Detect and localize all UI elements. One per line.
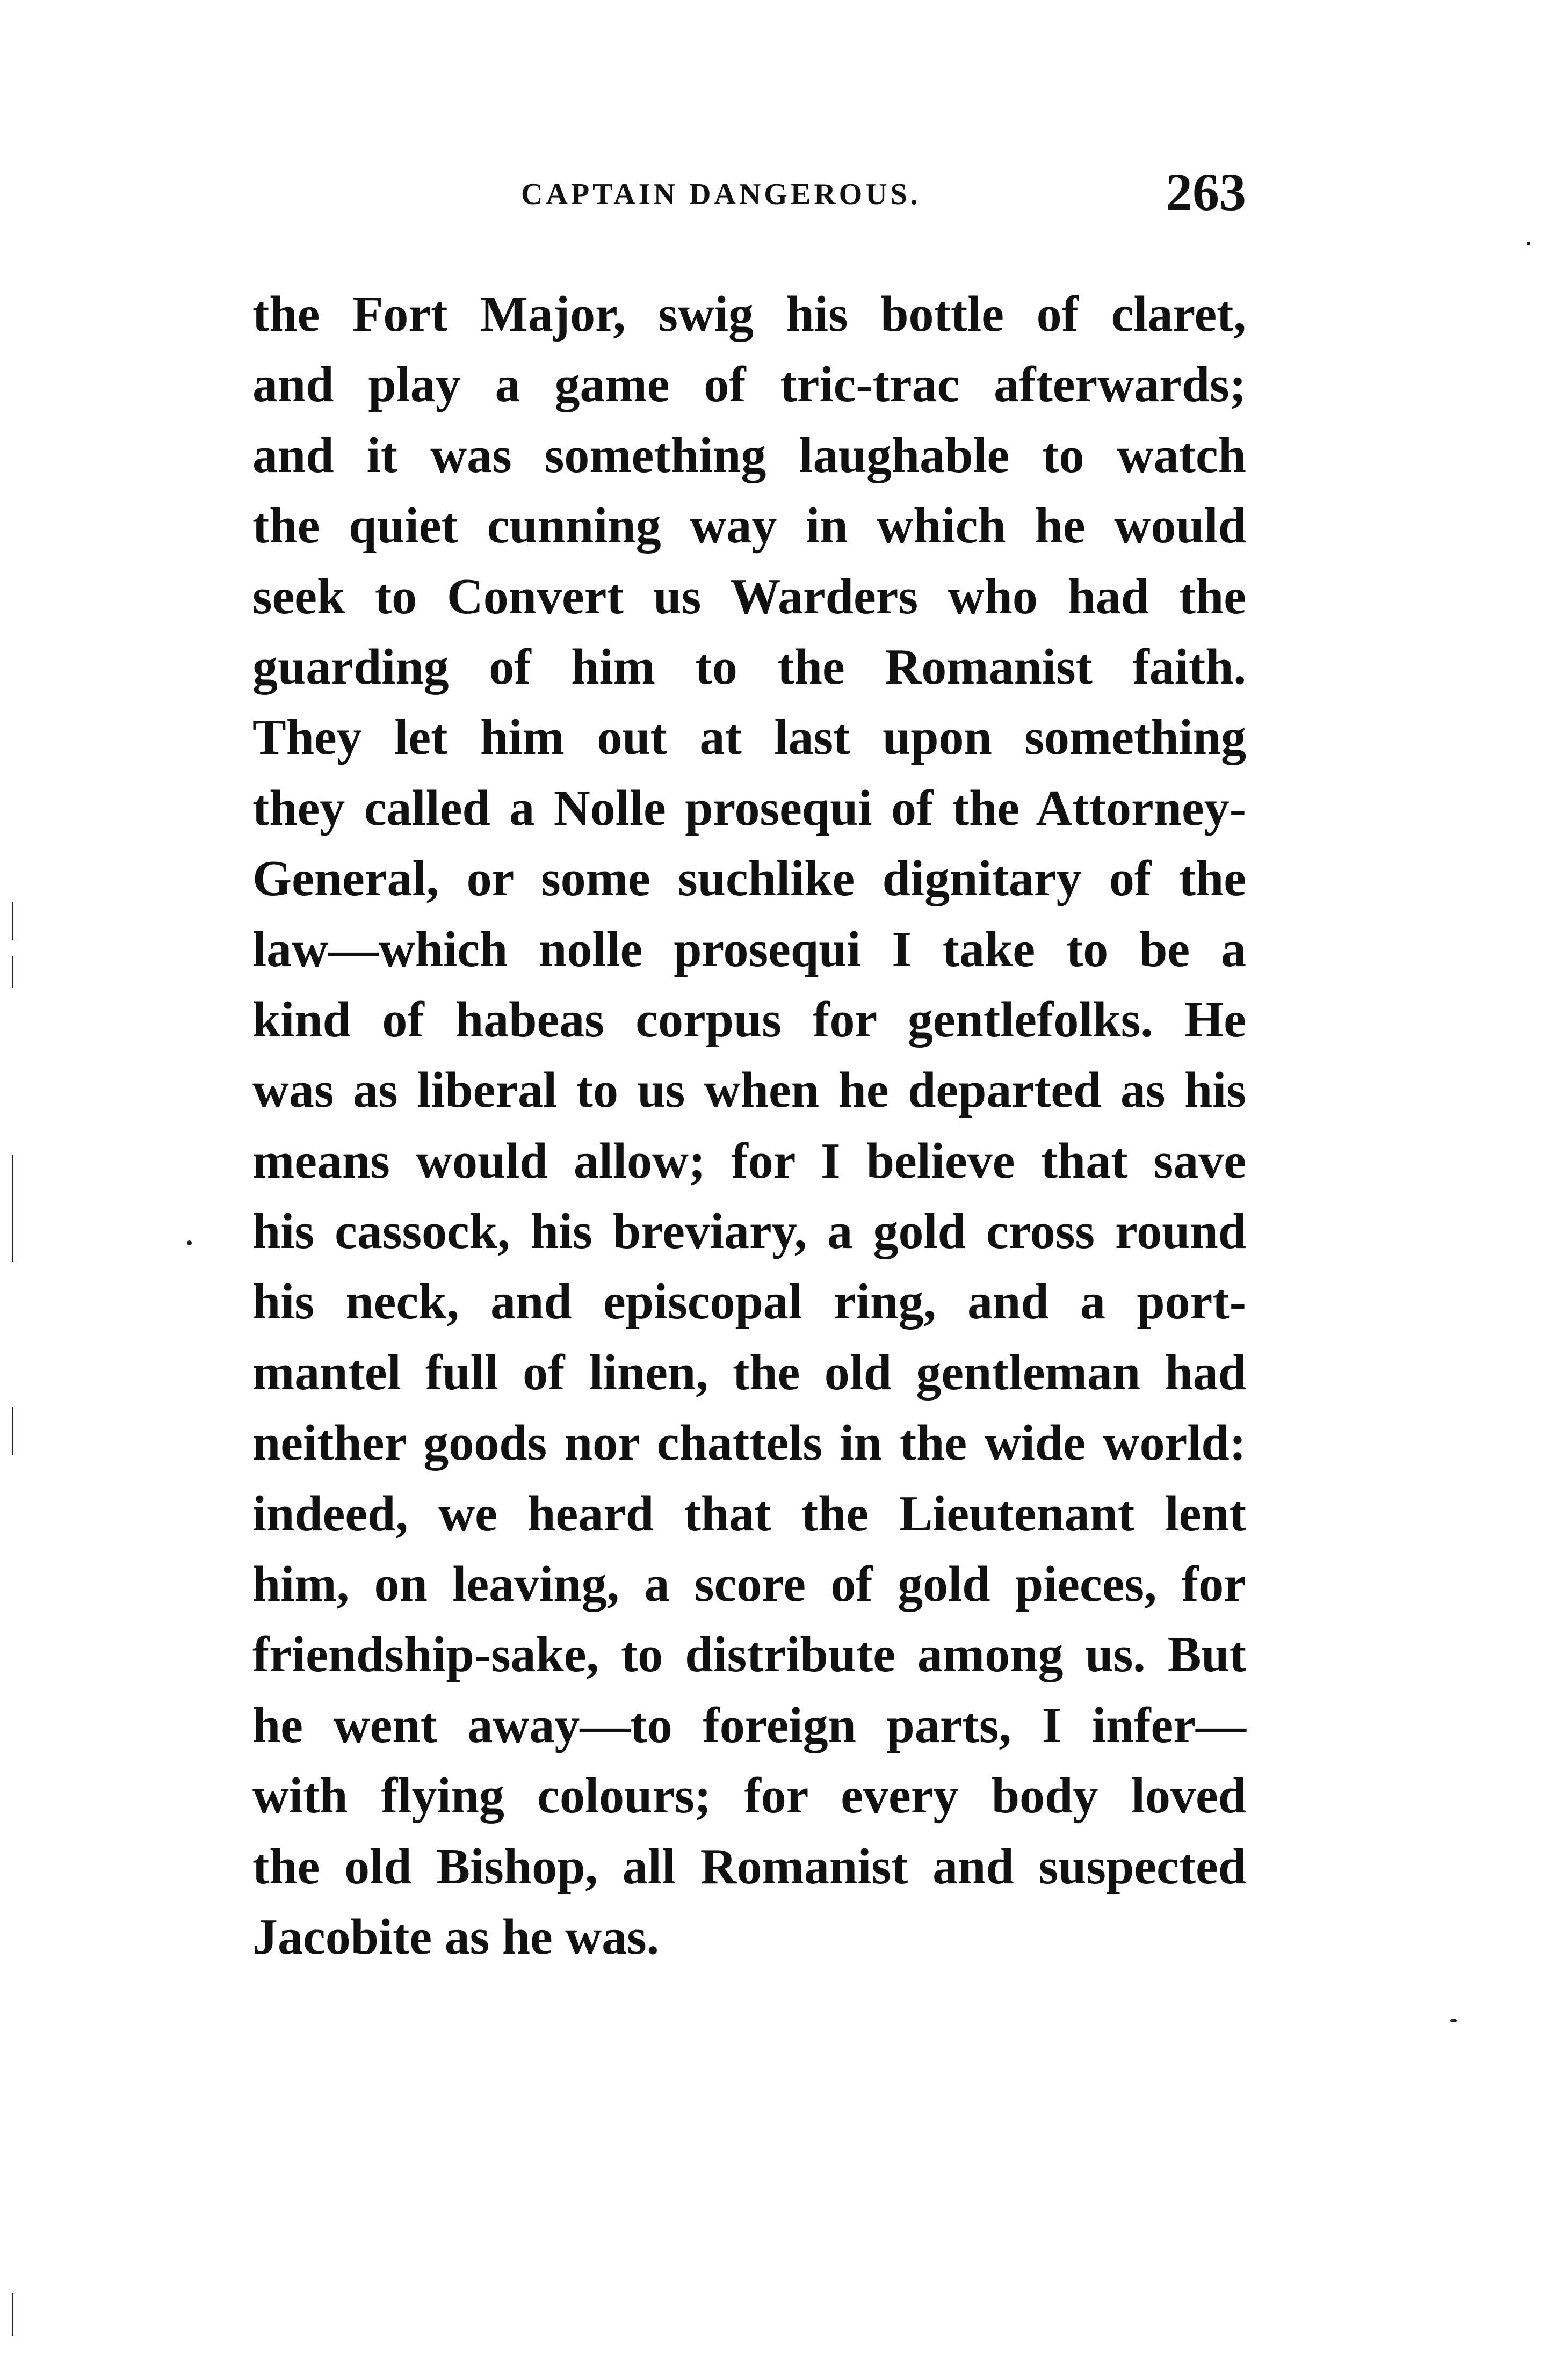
text-line: seek to Convert us Warders who had the bbox=[252, 568, 1246, 625]
running-head bbox=[252, 161, 1246, 226]
body-text bbox=[252, 279, 1246, 1972]
text-line: mantel full of linen, the old gentleman had bbox=[252, 1344, 1246, 1401]
text-line: kind of habeas corpus for gentlefolks. He bbox=[252, 991, 1246, 1048]
text-line: his cassock, his breviary, a gold cross round bbox=[252, 1203, 1246, 1260]
text-line: They let him out at last upon something bbox=[252, 709, 1246, 766]
scan-dot bbox=[187, 1240, 192, 1245]
scan-mark bbox=[12, 2293, 13, 2336]
text-line: his neck, and episcopal ring, and a port- bbox=[252, 1274, 1246, 1330]
text-line: the Fort Major, swig his bottle of claret, bbox=[252, 286, 1246, 342]
text-line: General, or some suchlike dignitary of the bbox=[252, 851, 1246, 907]
scan-mark bbox=[12, 956, 13, 988]
text-line: he went away—to foreign parts, I infer— bbox=[252, 1697, 1246, 1753]
text-line: the old Bishop, all Romanist and suspected bbox=[252, 1838, 1246, 1895]
scan-mark bbox=[12, 902, 13, 940]
scan-dot bbox=[1527, 242, 1530, 245]
text-line: was as liberal to us when he departed as his bbox=[252, 1062, 1246, 1119]
scan-dot bbox=[1450, 2019, 1457, 2022]
text-line: means would allow; for I believe that save bbox=[252, 1133, 1246, 1189]
scan-mark bbox=[12, 1155, 13, 1262]
scan-mark bbox=[12, 1407, 13, 1455]
text-line: with flying colours; for every body loved bbox=[252, 1768, 1246, 1824]
text-line: the quiet cunning way in which he would bbox=[252, 498, 1246, 554]
text-line: indeed, we heard that the Lieutenant lent bbox=[252, 1485, 1246, 1542]
text-line: Jacobite as he was. bbox=[252, 1909, 660, 1965]
text-line: friendship-sake, to distribute among us. But bbox=[252, 1627, 1246, 1683]
text-line: they called a Nolle prosequi of the Attorney- bbox=[252, 780, 1246, 836]
text-line: neither goods nor chattels in the wide world: bbox=[252, 1415, 1246, 1471]
text-line: and it was something laughable to watch bbox=[252, 427, 1246, 483]
text-line: and play a game of tric-trac afterwards; bbox=[252, 357, 1246, 413]
text-line: law—which nolle prosequi I take to be a bbox=[252, 921, 1246, 977]
text-line: guarding of him to the Romanist faith. bbox=[252, 638, 1246, 695]
running-title: CAPTAIN DANGEROUS. bbox=[521, 178, 921, 211]
text-line: him, on leaving, a score of gold pieces, for bbox=[252, 1556, 1246, 1613]
page-number: 263 bbox=[1166, 162, 1246, 222]
